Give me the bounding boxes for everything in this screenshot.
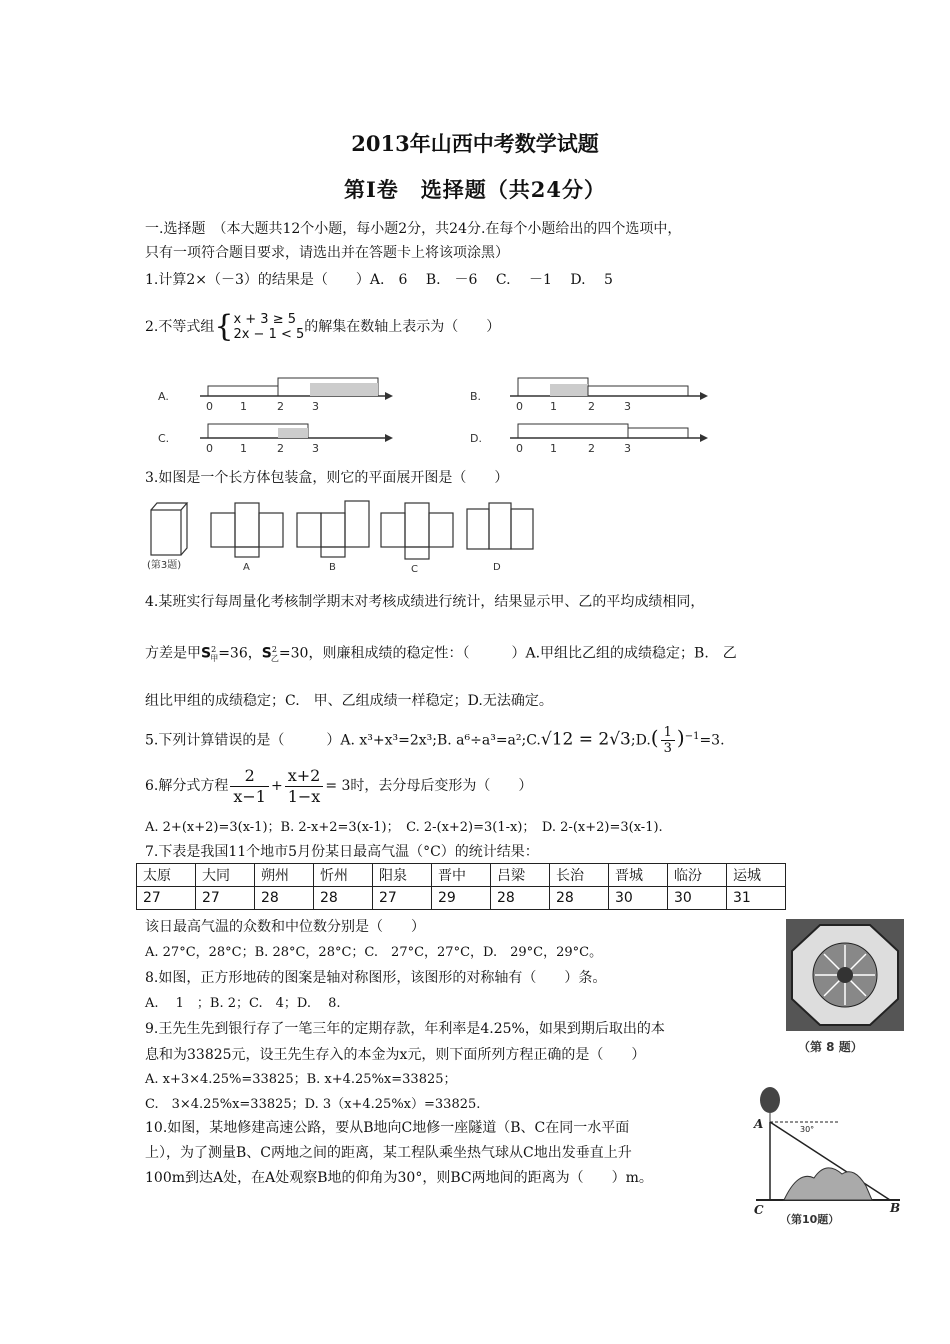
option-label-d: D. <box>470 432 482 445</box>
range-d-left <box>518 424 628 438</box>
variance-symbol: S <box>261 645 272 662</box>
question-10-line-3: 100m到达A处，在A处观察B地的仰角为30°，则BC两地间的距离为（ ）m。 <box>145 1170 653 1186</box>
table-cell: 27 <box>137 887 196 910</box>
q4-text: =36， <box>218 645 262 662</box>
section-title: 第Ⅰ卷 选择题（共24分） <box>343 177 607 202</box>
question-7-options: A. 27°C，28°C；B. 28°C，28°C；C. 27°C，27°C，D. 29°C，29°C。 <box>145 945 603 960</box>
question-9-line-4: C. 3×4.25%x=33825；D. 3（x+4.25%x）=33825. <box>145 1097 481 1112</box>
table-cell: 27 <box>196 887 255 910</box>
tick-3: 3 <box>624 442 631 455</box>
instructions-line-1: 一.选择题 （本大题共12个小题，每小题2分，共24分.在每个小题给出的四个选项中， <box>145 221 682 237</box>
question-6 <box>145 764 532 808</box>
q5-text: ;D. <box>630 732 651 749</box>
question-6-options: A. 2+(x+2)=3(x-1)；B. 2-x+2=3(x-1)； C. 2-(x+2)=3(1-x)； D. 2-(x+2)=3(x-1). <box>145 820 663 835</box>
tick-3: 3 <box>624 400 631 413</box>
table-cell: 30 <box>668 887 727 910</box>
net-b-label: B <box>329 562 336 573</box>
fraction-numerator: 1 <box>661 725 675 741</box>
question-9-line-3: A. x+3×4.25%=33825；B. x+4.25%x=33825； <box>145 1072 457 1087</box>
question-4-line-1: 4.某班实行每周量化考核制学期末对考核成绩进行统计，结果显示甲、乙的平均成绩相同， <box>145 594 705 610</box>
number-line-options <box>150 372 710 460</box>
box-top <box>151 503 187 510</box>
q2-suffix: 的解集在数轴上表示为（ ） <box>304 319 501 335</box>
box-front <box>151 510 181 555</box>
fraction-denominator: 3 <box>663 741 672 757</box>
inequality-1: x + 3 ≥ 5 <box>233 312 297 327</box>
fraction-denominator: 1−x <box>287 786 321 806</box>
q4-text: =30，则廉租成绩的稳定性：（ ）A.甲组比乙组的成绩稳定；B. 乙 <box>278 645 737 662</box>
q5-text: 5.下列计算错误的是（ ）A. x³+x³=2x³;B. a⁶÷a³=a²;C. <box>145 732 541 749</box>
hot-air-balloon-icon <box>760 1087 780 1113</box>
point-a-label: A <box>754 1117 764 1131</box>
net-c-face <box>405 503 429 547</box>
net-d-face <box>467 509 489 549</box>
box-net-figures <box>145 495 555 577</box>
net-a-face <box>235 503 259 547</box>
question-5: 5.下列计算错误的是（ ）A. x³+x³=2x³;B. a⁶÷a³=a²;C.√12 = 2√3;D.( $\frac{1}{3}$ )$^{-1}$=3. <box>145 725 725 757</box>
q6-text: = 3时，去分母后变形为（ ） <box>325 778 533 794</box>
variance-symbol: S <box>201 645 212 662</box>
net-c-label: C <box>411 564 418 575</box>
question-10-line-2: 上），为了测量B、C两地之间的距离，某工程队乘坐热气球从C地出发垂直上升 <box>145 1145 632 1161</box>
range-d-right <box>628 428 688 438</box>
table-cell: 29 <box>432 887 491 910</box>
net-a-face <box>211 513 235 547</box>
net-c-face <box>429 513 453 547</box>
table-cell: 28 <box>255 887 314 910</box>
plus-sign: + <box>270 778 283 794</box>
box-side <box>181 503 187 555</box>
instructions-line-2: 只有一项符合题目要求，请选出并在答题卡上将该项涂黑） <box>145 245 509 261</box>
range-a-left <box>208 386 278 396</box>
question-2 <box>145 309 501 344</box>
net-b-face <box>345 501 369 547</box>
table-cell: 大同 <box>196 864 255 887</box>
arrow-icon <box>700 434 708 442</box>
net-b-face <box>321 513 345 547</box>
table-cell: 27 <box>373 887 432 910</box>
net-d-face <box>489 503 511 549</box>
table-cell: 晋城 <box>609 864 668 887</box>
range-c-shade <box>278 428 308 438</box>
point-b-label: B <box>890 1201 901 1215</box>
tick-0: 0 <box>516 442 523 455</box>
question-9-line-2: 息和为33825元，设王先生存入的本金为x元，则下面所列方程正确的是（ ） <box>145 1047 646 1063</box>
tile-figure <box>784 917 906 1059</box>
table-cell: 太原 <box>137 864 196 887</box>
tick-2: 2 <box>277 400 284 413</box>
table-row-cities <box>137 864 786 887</box>
question-9-line-1: 9.王先生先到银行存了一笔三年的定期存款，年利率是4.25%，如果到期后取出的本 <box>145 1021 665 1037</box>
question-8-options: A. 1 ；B. 2；C. 4；D. 8. <box>145 996 341 1011</box>
question-4-line-2: 方差是甲$S^2_甲=36$，$S^2_乙=30$，则廉租成绩的稳定性：（ ）A.甲组比乙组的成绩稳定；B. 乙 <box>145 645 737 664</box>
table-cell: 28 <box>550 887 609 910</box>
inequality-2: 2x − 1 < 5 <box>233 327 305 342</box>
net-a-face <box>235 547 259 557</box>
arrow-icon <box>385 434 393 442</box>
temperature-table <box>136 863 786 910</box>
tile-center <box>837 967 853 983</box>
q2-prefix: 2.不等式组 <box>145 319 215 335</box>
arrow-icon <box>385 392 393 400</box>
table-cell: 临汾 <box>668 864 727 887</box>
table-cell: 运城 <box>727 864 786 887</box>
range-a-shade <box>310 383 378 396</box>
table-cell: 28 <box>314 887 373 910</box>
tick-0: 0 <box>206 442 213 455</box>
net-c-face <box>405 547 429 559</box>
range-b-shade <box>550 384 588 396</box>
net-a-face <box>259 513 283 547</box>
variance-subscript: 乙 <box>270 654 279 664</box>
tick-1: 1 <box>550 442 557 455</box>
table-cell: 28 <box>491 887 550 910</box>
q4-text: 方差是甲 <box>145 645 201 662</box>
q5-text: =3. <box>699 732 725 749</box>
tick-2: 2 <box>588 400 595 413</box>
option-label-b: B. <box>470 390 482 403</box>
fraction-numerator: 2 <box>230 766 269 787</box>
variance-subscript: 甲 <box>210 654 219 664</box>
page-title: 2013年山西中考数学试题 <box>351 131 599 156</box>
tick-2: 2 <box>588 442 595 455</box>
net-c-face <box>381 513 405 547</box>
figure-10-caption: （第10题） <box>780 1213 840 1226</box>
tick-0: 0 <box>206 400 213 413</box>
net-d-label: D <box>493 562 501 573</box>
question-1: 1.计算2×（－3）的结果是（ ）A. 6 B. －6 C. －1 D. 5 <box>145 272 613 288</box>
inequality-system <box>233 312 304 342</box>
tick-3: 3 <box>312 442 319 455</box>
fraction-numerator: x+2 <box>285 766 324 787</box>
q5-radical: √12 = 2√3 <box>540 729 631 750</box>
brace-icon: { <box>214 309 234 344</box>
point-c-label: C <box>754 1203 764 1217</box>
question-10-line-1: 10.如图，某地修建高速公路，要从B地向C地修一座隧道（B、C在同一水平面 <box>145 1120 630 1136</box>
fraction-denominator: x−1 <box>233 786 266 806</box>
table-row-temps <box>137 887 786 910</box>
tick-1: 1 <box>550 400 557 413</box>
tick-2: 2 <box>277 442 284 455</box>
figure-8-caption: （第 8 题） <box>798 1040 863 1054</box>
tunnel-figure <box>750 1082 910 1228</box>
table-cell: 31 <box>727 887 786 910</box>
net-d-face <box>511 509 533 549</box>
figure-3-caption: (第3题) <box>147 560 182 571</box>
arrow-icon <box>700 392 708 400</box>
table-cell: 30 <box>609 887 668 910</box>
table-cell: 长治 <box>550 864 609 887</box>
net-a-label: A <box>243 562 250 573</box>
table-cell: 阳泉 <box>373 864 432 887</box>
tick-1: 1 <box>240 400 247 413</box>
q6-text: 6.解分式方程 <box>145 778 229 794</box>
table-cell: 朔州 <box>255 864 314 887</box>
question-8: 8.如图，正方形地砖的图案是轴对称图形，该图形的对称轴有（ ）条。 <box>145 970 607 986</box>
question-7: 7.下表是我国11个地市5月份某日最高气温（°C）的统计结果： <box>145 844 539 860</box>
option-label-a: A. <box>158 390 169 403</box>
mountain-icon <box>784 1168 872 1200</box>
net-b-face <box>297 513 321 547</box>
option-label-c: C. <box>158 432 170 445</box>
question-3: 3.如图是一个长方体包装盒，则它的平面展开图是（ ） <box>145 470 509 486</box>
tick-0: 0 <box>516 400 523 413</box>
range-b-right <box>588 386 688 396</box>
tick-3: 3 <box>312 400 319 413</box>
table-cell: 吕梁 <box>491 864 550 887</box>
question-4-line-3: 组比甲组的成绩稳定；C. 甲、乙组成绩一样稳定；D.无法确定。 <box>145 693 553 709</box>
net-b-face <box>321 547 345 557</box>
table-cell: 忻州 <box>314 864 373 887</box>
table-cell: 晋中 <box>432 864 491 887</box>
question-7-prompt: 该日最高气温的众数和中位数分别是（ ） <box>145 919 425 935</box>
angle-label: 30° <box>800 1125 815 1134</box>
tick-1: 1 <box>240 442 247 455</box>
